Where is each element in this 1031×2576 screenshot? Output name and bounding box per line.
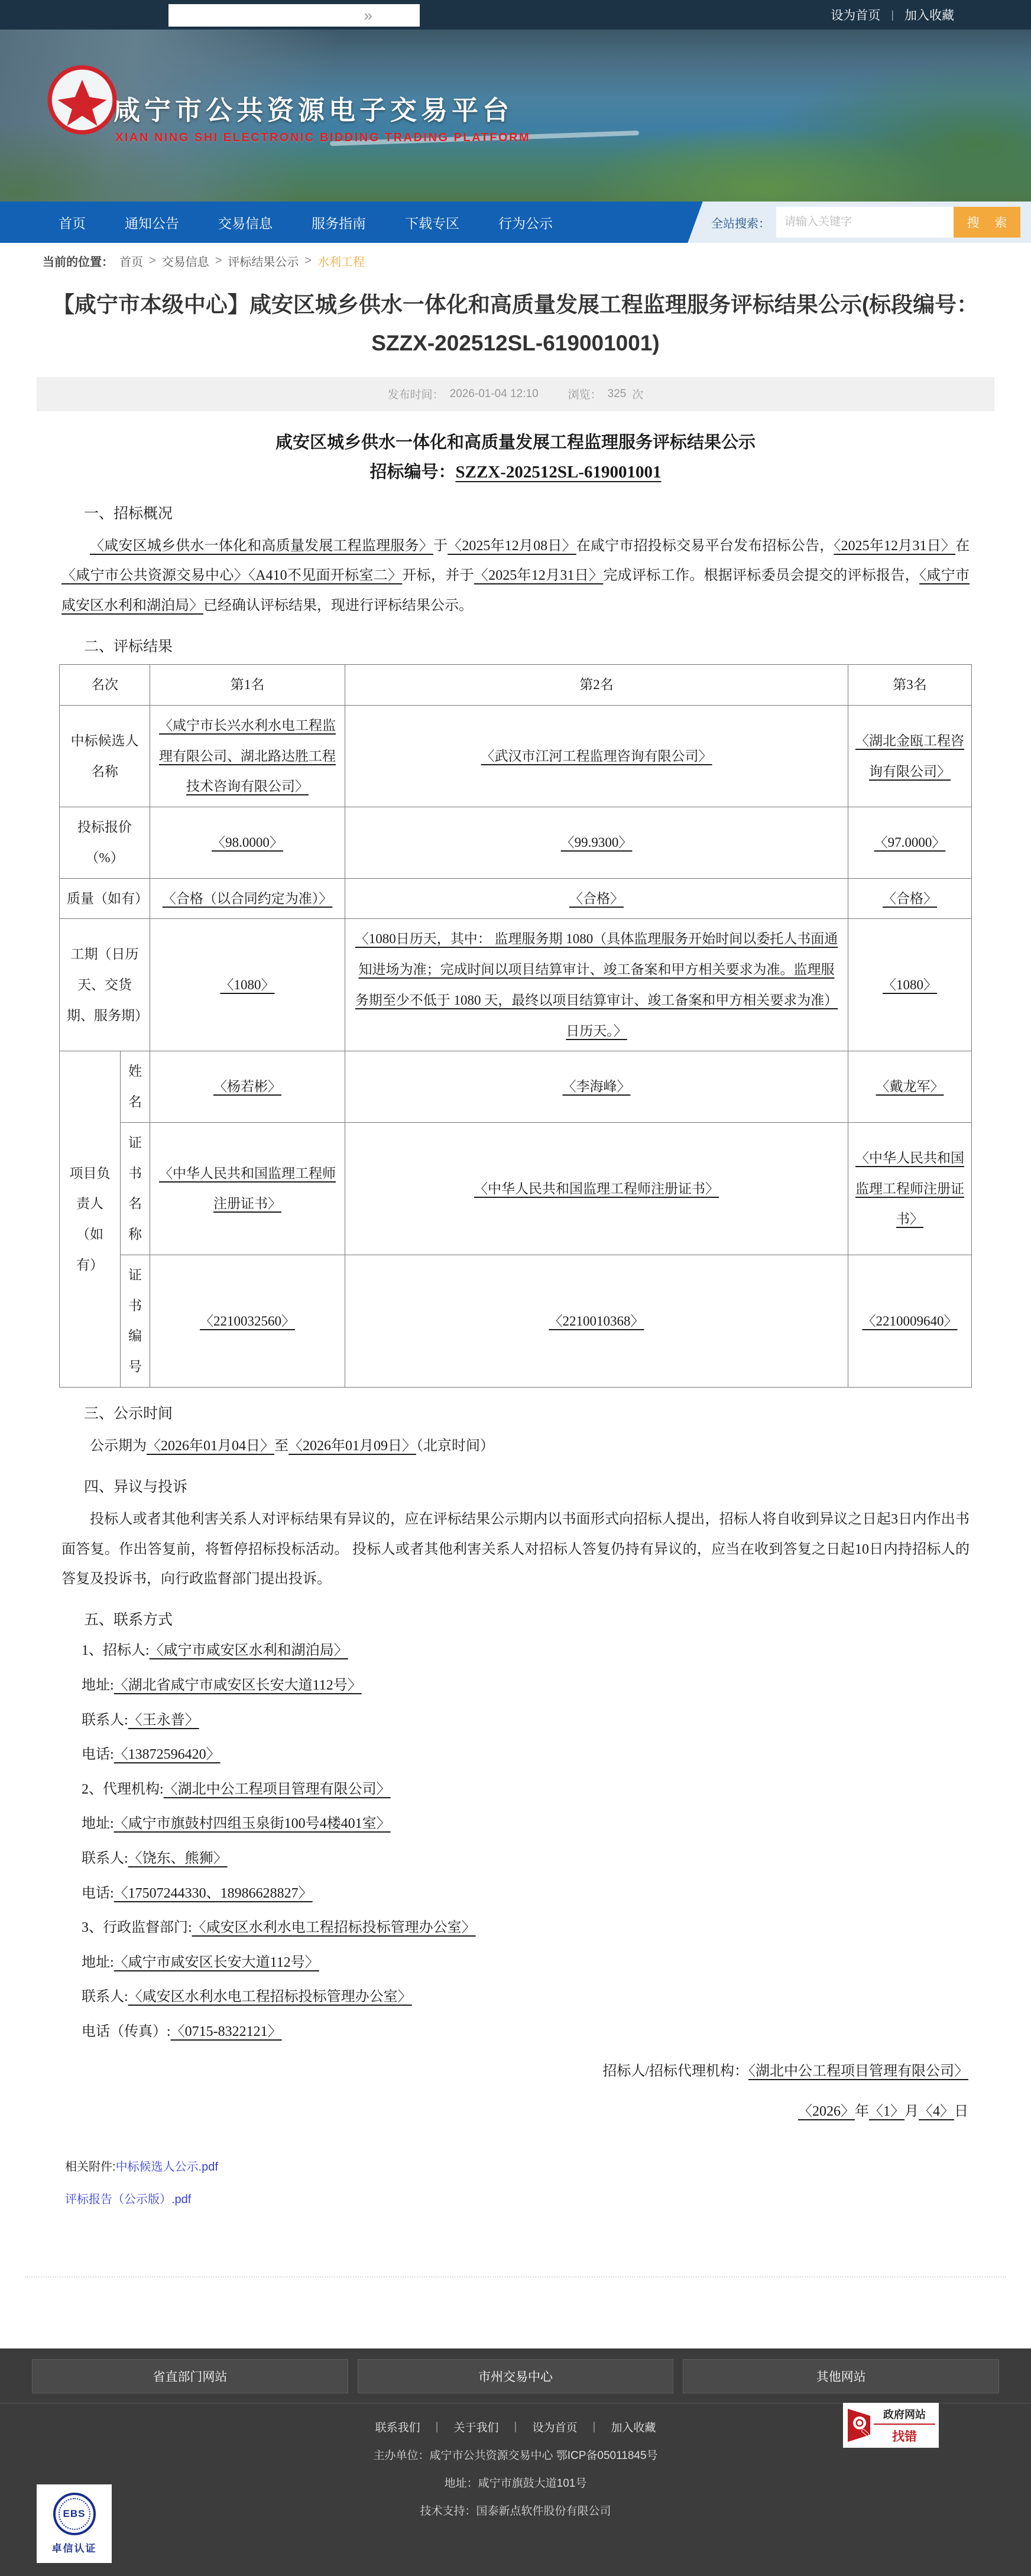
publish-time: 2026-01-04 12:10 (449, 387, 539, 400)
overview-segment: 〈咸安区城乡供水一体化和高质量发展工程监理服务〉 (90, 538, 433, 554)
nav-item-service-guide[interactable]: 服务指南 (312, 215, 366, 231)
footer-link-contact[interactable]: 联系我们 (375, 2422, 420, 2435)
breadcrumb (0, 243, 1031, 274)
section-heading-5: 五、联系方式 (84, 1612, 173, 1629)
attachment-link-candidates-pdf[interactable]: 中标候选人公示.pdf (115, 2161, 218, 2174)
table-row (60, 1051, 972, 1123)
gov-badge-text (874, 2406, 935, 2445)
nav-item-home[interactable]: 首页 (59, 215, 86, 231)
row-sublabel-name: 姓名 (121, 1051, 150, 1123)
contact-line (82, 1776, 972, 1804)
row-label-price: 投标报价（%） (60, 807, 150, 879)
breadcrumb-separator: > (149, 254, 156, 267)
contact-label: 联系人: (82, 1989, 128, 2005)
objection-paragraph: 投标人或者其他利害关系人对评标结果有异议的，应在评标结果公示期内以书面形式向招标人提出，招标人将自收到异议之日起3日内作出书面答复。作出答复前，将暂停招标投标活动。 投标人或者其他利害关系人对招标人答复仍持有异议的，应当在收到答复之日起10日内持招标人的答复及投诉书，向行政监督部门提出投诉。 (61, 1512, 970, 1587)
publish-time-label: 发布时间： (387, 389, 444, 401)
contact-value: 〈饶东、熊狮〉 (128, 1851, 228, 1867)
overview-segment: 于 (433, 538, 448, 554)
cell-cert-no-1: 〈2210032560〉 (150, 1255, 345, 1387)
table-row (60, 705, 972, 807)
views-label: 浏览： (568, 389, 602, 401)
doc-title: 咸安区城乡供水一体化和高质量发展工程监理服务评标结果公示 (275, 433, 756, 452)
contact-line (82, 1707, 972, 1734)
breadcrumb-current[interactable]: 水利工程 (317, 256, 365, 269)
nav-item-notices[interactable]: 通知公告 (125, 215, 179, 231)
footer-address: 地址：咸宁市旗鼓大道101号 (444, 2477, 587, 2490)
cell-cert-name-2: 〈中华人民共和国监理工程师注册证书〉 (345, 1122, 848, 1255)
gov-badge-line1: 政府网站 (874, 2406, 935, 2425)
contact-label: 电话: (82, 1747, 114, 1763)
signature-date-segment: 〈1〉 (869, 2104, 904, 2119)
contact-value: 〈0715-8322121〉 (170, 2024, 282, 2040)
attachments-label: 相关附件: (65, 2161, 116, 2174)
cell-duration-3: 〈1080〉 (848, 919, 972, 1051)
contact-value: 〈湖北中公工程项目管理有限公司〉 (163, 1781, 391, 1797)
views-count: 325 (607, 387, 627, 400)
search-button[interactable]: 搜 索 (954, 207, 1020, 238)
cell-price-2: 〈99.9300〉 (345, 807, 848, 879)
overview-segment: 〈A410不见面开标室二〉 (248, 568, 403, 584)
topbar (0, 0, 1031, 30)
footer-link-favorite[interactable]: 加入收藏 (611, 2422, 656, 2435)
contact-value: 〈咸宁市咸安区长安大道112号〉 (114, 1954, 319, 1970)
cell-price-3: 〈97.0000〉 (848, 807, 972, 879)
cell-duration-2: 〈1080日历天，其中： 监理服务期 1080（具体监理服务开始时间以委托人书面通知进场为准；完成时间以项目结算审计、竣工备案和甲方相关要求为准。监理服务期至少不低于 1080 天，最终以项目结算审计、竣工备案和甲方相关要求为准）日历天。〉 (345, 919, 848, 1051)
table-row (60, 807, 972, 879)
row-sublabel-cert-name: 证书名称 (121, 1122, 150, 1255)
cell-cert-name-3: 〈中华人民共和国监理工程师注册证书〉 (848, 1122, 972, 1255)
footer (0, 2348, 1031, 2576)
ebs-logo-text: EBS (63, 2508, 86, 2520)
overview-segment: 已经确认评标结果，现进行评标结果公示。 (203, 597, 473, 613)
cell-duration-1: 〈1080〉 (150, 919, 345, 1051)
doc-code: SZZX-202512SL-619001001 (455, 463, 662, 482)
signature-date-segment: 日 (954, 2104, 968, 2119)
footer-select-city-centers[interactable]: 市州交易中心 (358, 2359, 674, 2393)
row-label-leader-group: 项目负责人（如有） (60, 1051, 121, 1388)
gov-badge-line2: 找错 (892, 2429, 917, 2444)
contact-label: 联系人: (82, 1712, 128, 1728)
footer-selects (32, 2359, 999, 2393)
contact-value: 〈咸安区水利水电工程招标投标管理办公室〉 (128, 1989, 412, 2005)
banner (0, 30, 1031, 202)
header-rank: 名次 (60, 665, 150, 706)
site-title: 咸宁市公共资源电子交易平台 (114, 95, 514, 125)
overview-segment: 在咸宁市招投标交易平台发布招标公告， (576, 538, 834, 554)
breadcrumb-link-results[interactable]: 评标结果公示 (228, 256, 299, 269)
footer-tech-support: 技术支持：国泰新点软件股份有限公司 (420, 2505, 611, 2518)
footer-select-provincial-sites[interactable]: 省直部门网站 (32, 2359, 348, 2393)
overview-segment: 开标，并于 (402, 568, 474, 584)
chevron-right-icon[interactable]: » (364, 7, 372, 24)
overview-segment: 〈2025年12月31日〉 (474, 568, 604, 584)
header-third: 第3名 (848, 665, 972, 706)
notice-segment: 〈2026年01月04日〉 (147, 1438, 274, 1454)
contact-value: 〈咸宁市咸安区水利和湖泊局〉 (149, 1643, 348, 1659)
contact-label: 3、行政监督部门: (82, 1920, 192, 1936)
contact-value: 〈王永普〉 (128, 1712, 199, 1728)
contact-line (82, 1880, 972, 1908)
signature-date-segment: 〈4〉 (919, 2104, 954, 2119)
main-nav (0, 202, 1031, 243)
gov-site-error-badge[interactable] (843, 2403, 939, 2448)
prefooter-gap (0, 2278, 1031, 2348)
contact-label: 电话（传真）: (82, 2024, 171, 2040)
table-row (60, 878, 972, 919)
set-home-link[interactable]: 设为首页 (831, 9, 881, 22)
evaluation-result-table (59, 664, 972, 1388)
quick-notice-box[interactable] (168, 4, 420, 27)
cell-cert-no-3: 〈2210009640〉 (848, 1255, 972, 1387)
signature-agency: 〈湖北中公工程项目管理有限公司〉 (748, 2063, 968, 2079)
announcement-article (59, 428, 972, 2207)
contact-value: 〈咸宁市旗鼓村四组玉泉街100号4楼401室〉 (114, 1816, 391, 1832)
signature-date-segment: 〈2026〉 (798, 2104, 855, 2119)
contact-line (82, 1638, 972, 1665)
cell-candidate-2: 〈武汉市江河工程监理咨询有限公司〉 (345, 705, 848, 807)
header-second: 第2名 (345, 665, 848, 706)
contact-line (82, 1846, 972, 1873)
contact-label: 地址: (82, 1816, 114, 1832)
signature-date-segment: 月 (904, 2104, 919, 2119)
meta-bar (37, 377, 994, 411)
overview-segment: 〈2025年12月08日〉 (448, 538, 576, 554)
breadcrumb-link-home[interactable]: 首页 (119, 256, 143, 269)
nav-menu (0, 202, 674, 243)
doc-code-line (59, 457, 972, 488)
page-title: 【咸宁市本级中心】咸安区城乡供水一体化和高质量发展工程监理服务评标结果公示(标段编号：SZZX-202512SL-619001001) (52, 293, 979, 355)
contact-label: 地址: (82, 1954, 114, 1970)
contact-label: 地址: (82, 1678, 114, 1694)
section-heading-4: 四、异议与投诉 (84, 1479, 188, 1496)
contact-label: 电话: (82, 1885, 114, 1901)
cell-quality-2: 〈合格〉 (345, 878, 848, 919)
table-header-row (60, 665, 972, 706)
cell-leader-name-3: 〈戴龙军〉 (848, 1051, 972, 1123)
signature-date (59, 2097, 968, 2126)
platform-logo-icon (46, 64, 118, 136)
attachment-link-report-pdf[interactable]: 评标报告（公示版）.pdf (65, 2193, 192, 2207)
search-label: 全站搜索： (711, 217, 770, 230)
contact-line (82, 1811, 972, 1838)
notice-segment: 〈2026年01月09日〉 (288, 1438, 416, 1454)
footer-link-set-home[interactable]: 设为首页 (532, 2422, 578, 2435)
ebs-logo-icon (53, 2493, 96, 2535)
overview-segment: 完成评标工作。根据评标委员会提交的评标报告， (603, 568, 920, 584)
ebs-certification-badge[interactable] (37, 2484, 112, 2563)
overview-segment: 〈咸宁市公共资源交易中心〉 (61, 568, 248, 584)
cell-quality-3: 〈合格〉 (848, 878, 972, 919)
table-row (60, 919, 972, 1051)
contact-line (82, 1984, 972, 2011)
footer-link-separator: | (514, 2420, 517, 2433)
nav-item-trade-info[interactable]: 交易信息 (218, 215, 273, 231)
add-favorite-link[interactable]: 加入收藏 (904, 9, 954, 22)
footer-select-other-sites[interactable]: 其他网站 (683, 2359, 999, 2393)
section-heading-3: 三、公示时间 (84, 1405, 173, 1422)
overview-paragraph (61, 531, 970, 621)
cell-candidate-3: 〈湖北金瓯工程咨询有限公司〉 (848, 705, 972, 807)
header-first: 第1名 (150, 665, 345, 706)
row-label-duration: 工期（日历天、交货期、服务期） (60, 919, 150, 1051)
table-row (60, 1122, 972, 1255)
signature-label: 招标人/招标代理机构： (602, 2063, 748, 2079)
contact-line (82, 2019, 972, 2046)
breadcrumb-separator: > (304, 254, 312, 267)
ebs-caption: 卓信认证 (51, 2543, 97, 2555)
attachments (65, 2157, 972, 2207)
contact-label: 联系人: (82, 1851, 128, 1867)
views-unit: 次 (632, 389, 644, 401)
notice-segment: 公示期为 (90, 1438, 147, 1454)
footer-link-separator: | (592, 2420, 596, 2433)
footer-host-info: 主办单位：咸宁市公共资源交易中心 鄂ICP备05011845号 (373, 2450, 658, 2463)
contact-line (82, 1742, 972, 1769)
contact-value: 〈13872596420〉 (114, 1747, 221, 1763)
contact-line (82, 1950, 972, 1977)
cell-price-1: 〈98.0000〉 (150, 807, 345, 879)
cell-leader-name-2: 〈李海峰〉 (345, 1051, 848, 1123)
contact-line (82, 1915, 972, 1942)
breadcrumb-separator: > (215, 254, 222, 267)
signature-line (59, 2057, 968, 2086)
overview-segment: 〈2025年12月31日〉 (834, 538, 956, 554)
section-heading-2: 二、评标结果 (84, 639, 173, 655)
notice-period-line (61, 1431, 970, 1461)
topbar-divider: | (891, 8, 894, 21)
doc-code-label: 招标编号： (369, 463, 456, 482)
breadcrumb-label: 当前的位置： (43, 256, 114, 269)
cell-cert-no-2: 〈2210010368〉 (345, 1255, 848, 1387)
section-heading-1: 一、招标概况 (84, 506, 173, 522)
table-row (60, 1255, 972, 1387)
site-subtitle: XIAN NING SHI ELECTRONIC BIDDING TRADING PLATFORM (115, 131, 531, 144)
contact-value: 〈湖北省咸宁市咸安区长安大道112号〉 (114, 1678, 362, 1694)
footer-link-about[interactable]: 关于我们 (453, 2422, 499, 2435)
cell-leader-name-1: 〈杨若彬〉 (150, 1051, 345, 1123)
overview-segment: 在 (955, 538, 970, 554)
row-label-quality: 质量（如有） (60, 878, 150, 919)
search-input[interactable] (776, 207, 954, 238)
contact-value: 〈咸安区水利水电工程招标投标管理办公室〉 (192, 1920, 476, 1936)
breadcrumb-link-trade-info[interactable]: 交易信息 (161, 256, 209, 269)
gov-badge-magnifier-icon (847, 2408, 874, 2443)
nav-item-downloads[interactable]: 下载专区 (405, 215, 459, 231)
row-sublabel-cert-no: 证书编号 (121, 1255, 150, 1387)
cell-candidate-1: 〈咸宁市长兴水利水电工程监理有限公司、湖北路达胜工程技术咨询有限公司〉 (150, 705, 345, 807)
contact-line (82, 1672, 972, 1700)
contact-label: 2、代理机构: (82, 1781, 164, 1797)
cell-quality-1: 〈合格（以合同约定为准）〉 (150, 878, 345, 919)
signature-date-segment: 年 (855, 2104, 869, 2119)
contact-value: 〈17507244330、18986628827〉 (114, 1885, 313, 1901)
topbar-links (831, 0, 954, 30)
cell-cert-name-1: 〈中华人民共和国监理工程师注册证书〉 (150, 1122, 345, 1255)
notice-segment: 至 (274, 1438, 288, 1454)
footer-link-separator: | (435, 2420, 439, 2433)
contact-label: 1、招标人: (82, 1643, 150, 1659)
site-search (674, 202, 1031, 243)
overview-segment: 〈咸宁市咸安区水利和湖泊局〉 (61, 568, 970, 613)
row-label-candidates: 中标候选人名称 (60, 705, 150, 807)
notice-segment: （北京时间） (416, 1438, 494, 1454)
nav-item-conduct[interactable]: 行为公示 (498, 215, 553, 231)
